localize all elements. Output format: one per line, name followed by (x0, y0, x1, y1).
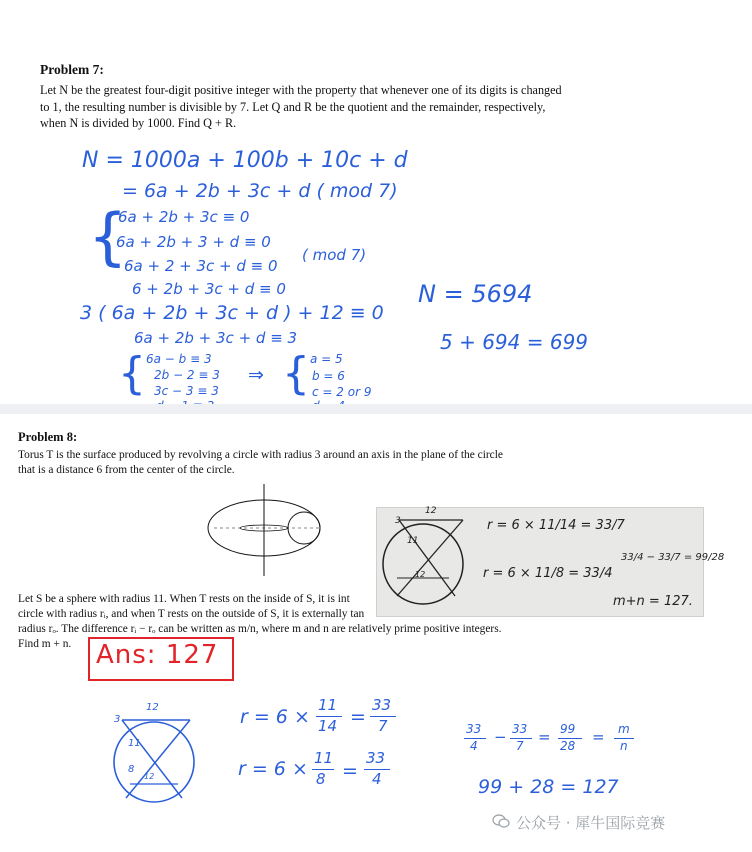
photo-difference: 33/4 − 33/7 = 99/28 (621, 552, 725, 563)
problem-7-title: Problem 7: (40, 62, 104, 77)
page-separator (0, 404, 752, 414)
problem-8-line-2: that is a distance 6 from the center of the circle. (18, 464, 235, 476)
problem-8-statement-a (18, 448, 503, 478)
digit-eq-2: 2b − 2 ≡ 3 (154, 368, 220, 382)
watermark-text: 公众号 · 犀牛国际竞赛 (516, 814, 666, 832)
diagram-label-12b: 12 (144, 772, 155, 781)
problem-8-line-1: Torus T is the surface produced by revolving a circle with radius 3 around an axis in the plane of the circle (18, 449, 503, 461)
q-plus-r: 5 + 694 = 699 (440, 330, 589, 354)
diff-a-num: 33 (466, 722, 482, 736)
problem-8-line-3: Let S be a sphere with radius 11. When T rests on the inside of S, it is int (18, 593, 350, 605)
torus-figure (200, 482, 340, 578)
tangent-diagram (104, 704, 214, 810)
photo-label-12: 12 (425, 506, 437, 516)
problem-8-title: Problem 8: (18, 430, 78, 444)
problem-8-line-6: Find m + n. (18, 638, 72, 650)
equals-sign: = (342, 760, 358, 782)
radius-outer-den: 8 (316, 770, 326, 788)
answer-text: Ans: 127 (96, 640, 219, 670)
problem-8-line-4: circle with radius rᵢ, and when T rests on the outside of S, it is externally tan (18, 608, 365, 620)
m-symbol: m (618, 722, 630, 736)
n-value: N = 5694 (418, 280, 533, 308)
mod-7-note: ( mod 7) (302, 246, 367, 264)
congruence-1: 6a + 2b + 3c ≡ 0 (118, 208, 250, 226)
problem-7-line-2: to 1, the resulting number is divisible by 7. Let Q and R be the quotient and the remainder, respectively, (40, 99, 546, 114)
radius-inner-result-num: 33 (372, 696, 392, 714)
radius-inner-result-den: 7 (378, 717, 388, 735)
digit-c: c = 2 or 9 (312, 385, 372, 399)
congruence-2: 6a + 2b + 3 + d ≡ 0 (116, 233, 271, 251)
solution-photo (376, 506, 725, 617)
digit-eq-1: 6a − b ≡ 3 (146, 352, 212, 366)
work-line-sum: 3 ( 6a + 2b + 3c + d ) + 12 ≡ 0 (80, 302, 384, 324)
diff-b-den: 7 (516, 739, 524, 753)
photo-eq-1: r = 6 × 11/14 = 33/7 (487, 518, 625, 533)
radius-inner-lhs: r = 6 × (240, 706, 310, 728)
photo-eq-2: r = 6 × 11/8 = 33/4 (483, 566, 613, 581)
photo-label-11: 11 (407, 536, 419, 546)
minus-sign: − (494, 728, 507, 746)
left-brace-icon: { (88, 200, 128, 273)
digit-a: a = 5 (310, 352, 343, 366)
problem-8-line-5: radius rₒ. The difference rᵢ − rₒ can be written as m/n, where m and n are relatively prime positive integers. (18, 623, 502, 635)
radius-outer-result-den: 4 (372, 770, 382, 788)
final-sum: 99 + 28 = 127 (478, 776, 619, 798)
diff-a-den: 4 (470, 739, 478, 753)
diagram-label-11: 11 (128, 738, 141, 749)
problem-7-line-3: when N is divided by 1000. Find Q + R. (40, 116, 237, 130)
wechat-icon (492, 814, 510, 828)
radius-inner-num: 11 (318, 696, 338, 714)
photo-result: m+n = 127. (613, 594, 693, 609)
radius-inner-den: 14 (318, 717, 338, 735)
n-symbol: n (620, 739, 628, 753)
photo-label-12b: 12 (415, 570, 426, 579)
diff-c-num: 99 (560, 722, 576, 736)
photo-label-3: 3 (395, 516, 401, 526)
congruence-3: 6a + 2 + 3c + d ≡ 0 (124, 257, 278, 275)
problem-7-statement (40, 82, 640, 132)
equals-sign: = (538, 728, 551, 746)
work-line-mod-reduction: = 6a + 2b + 3c + d ( mod 7) (122, 180, 398, 202)
photo-diagram (377, 508, 477, 616)
work-line-sum-reduced: 6a + 2b + 3c + d ≡ 3 (134, 329, 298, 347)
digit-b: b = 6 (312, 369, 345, 383)
left-brace-icon: { (118, 348, 146, 399)
left-brace-icon: { (282, 348, 310, 399)
equals-sign: = (592, 728, 605, 746)
equals-sign: = (350, 706, 366, 728)
implies-arrow-icon: ⇒ (248, 364, 264, 386)
diagram-label-3: 3 (114, 714, 121, 725)
radius-outer-num: 11 (314, 749, 334, 767)
diagram-label-8: 8 (128, 764, 135, 775)
diagram-label-12: 12 (146, 702, 159, 713)
digit-eq-3: 3c − 3 ≡ 3 (154, 384, 219, 398)
problem-7-line-1: Let N be the greatest four-digit positive integer with the property that whenever one of its digits is changed (40, 83, 562, 97)
diff-c-den: 28 (560, 739, 576, 753)
radius-outer-lhs: r = 6 × (238, 758, 308, 780)
work-line-n-expansion: N = 1000a + 100b + 10c + d (82, 148, 408, 173)
congruence-4: 6 + 2b + 3c + d ≡ 0 (132, 280, 286, 298)
diff-b-num: 33 (512, 722, 528, 736)
radius-outer-result-num: 33 (366, 749, 386, 767)
